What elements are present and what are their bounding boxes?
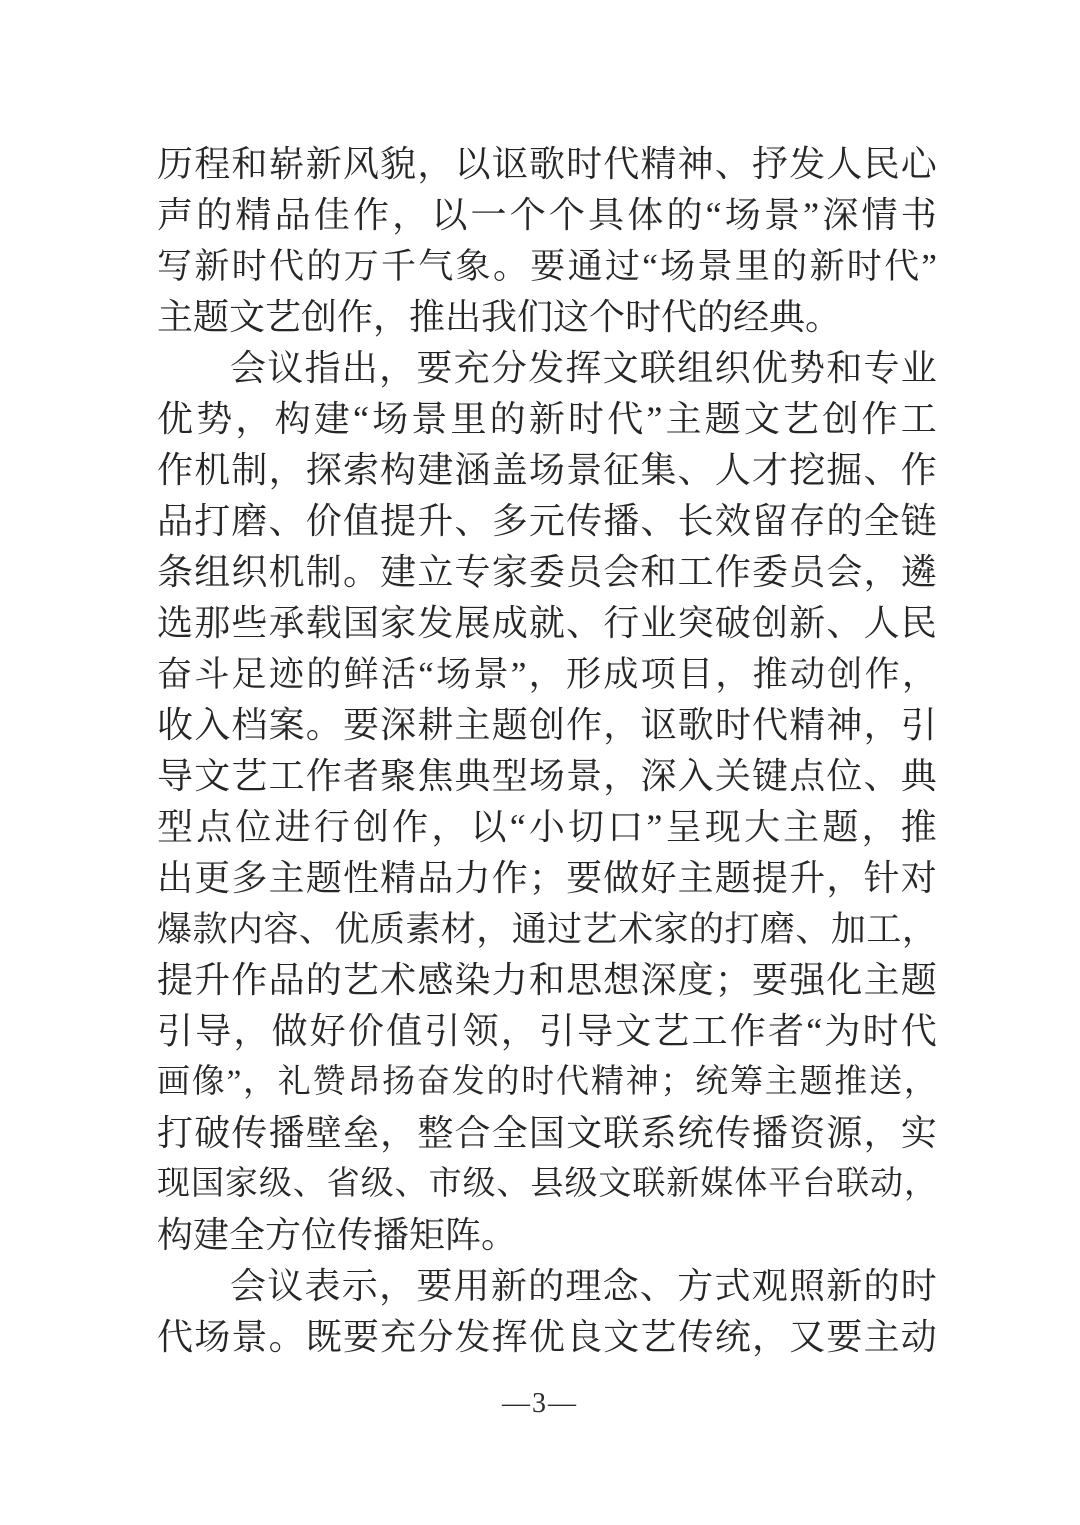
text-line: 声 的 精 品 佳 作 ， 以 一 个 个 具 体 的 “ 场 景 ” 深 情 书 (157, 195, 937, 235)
text-line: 爆 款 内 容 、 优 质 素 材 ， 通 过 艺 术 家 的 打 磨 、 加 工 ， (157, 910, 937, 949)
text-line: 画 像 ” ， 礼 赞 昂 扬 奋 发 的 时 代 精 神 ； 统 筹 主 题 推 送 ， (157, 1064, 937, 1100)
text-line: 选 那 些 承 载 国 家 发 展 成 就 、 行 业 突 破 创 新 、 人 民 (157, 603, 937, 643)
text-line: 导 文 艺 工 作 者 聚 焦 典 型 场 景 ， 深 入 关 键 点 位 、 典 (157, 756, 937, 796)
text-line: 历 程 和 崭 新 风 貌 ， 以 讴 歌 时 代 精 神 、 抒 发 人 民 心 (157, 144, 937, 184)
text-line: 代 场 景 。 既 要 充 分 发 挥 优 良 文 艺 传 统 ， 又 要 主 动 (157, 1317, 937, 1357)
text-line: 提 升 作 品 的 艺 术 感 染 力 和 思 想 深 度 ； 要 强 化 主 题 (157, 960, 937, 1000)
document-text (157, 139, 937, 1363)
text-line: 收 入 档 案 。 要 深 耕 主 题 创 作 ， 讴 歌 时 代 精 神 ， 引 (157, 705, 937, 745)
text-line: 现 国 家 级 、 省 级 、 市 级 、 县 级 文 联 新 媒 体 平 台 联 动 ， (157, 1166, 937, 1202)
text-line: 型 点 位 进 行 创 作 ， 以 “ 小 切 口 ” 呈 现 大 主 题 ， 推 (157, 807, 937, 847)
page-number: —3— (502, 1388, 578, 1419)
text-line: 主题文艺创作，推出我们这个时代的经典。 (157, 297, 842, 337)
text-line: 会 议 指 出 ， 要 充 分 发 挥 文 联 组 织 优 势 和 专 业 (230, 348, 937, 388)
text-line: 优 势 ， 构 建 “ 场 景 里 的 新 时 代 ” 主 题 文 艺 创 作 工 (157, 399, 937, 439)
text-line: 会 议 表 示 ， 要 用 新 的 理 念 、 方 式 观 照 新 的 时 (230, 1266, 937, 1306)
text-line: 品 打 磨 、 价 值 提 升 、 多 元 传 播 、 长 效 留 存 的 全 链 (157, 501, 937, 541)
text-line: 出 更 多 主 题 性 精 品 力 作 ； 要 做 好 主 题 提 升 ， 针 对 (157, 858, 937, 898)
text-line: 构建全方位传播矩阵。 (157, 1215, 518, 1255)
text-line: 打 破 传 播 壁 垒 ， 整 合 全 国 文 联 系 统 传 播 资 源 ， 实 (157, 1113, 937, 1153)
text-line: 引 导 ， 做 好 价 值 引 领 ， 引 导 文 艺 工 作 者 “ 为 时 代 (157, 1011, 937, 1051)
text-line: 条 组 织 机 制 。 建 立 专 家 委 员 会 和 工 作 委 员 会 ， 遴 (157, 552, 937, 592)
text-line: 奋 斗 足 迹 的 鲜 活 “ 场 景 ” ， 形 成 项 目 ， 推 动 创 作 ， (157, 655, 937, 694)
text-line: 写 新 时 代 的 万 千 气 象 。 要 通 过 “ 场 景 里 的 新 时 代 ” (157, 247, 937, 286)
text-line: 作 机 制 ， 探 索 构 建 涵 盖 场 景 征 集 、 人 才 挖 掘 、 作 (157, 450, 937, 490)
